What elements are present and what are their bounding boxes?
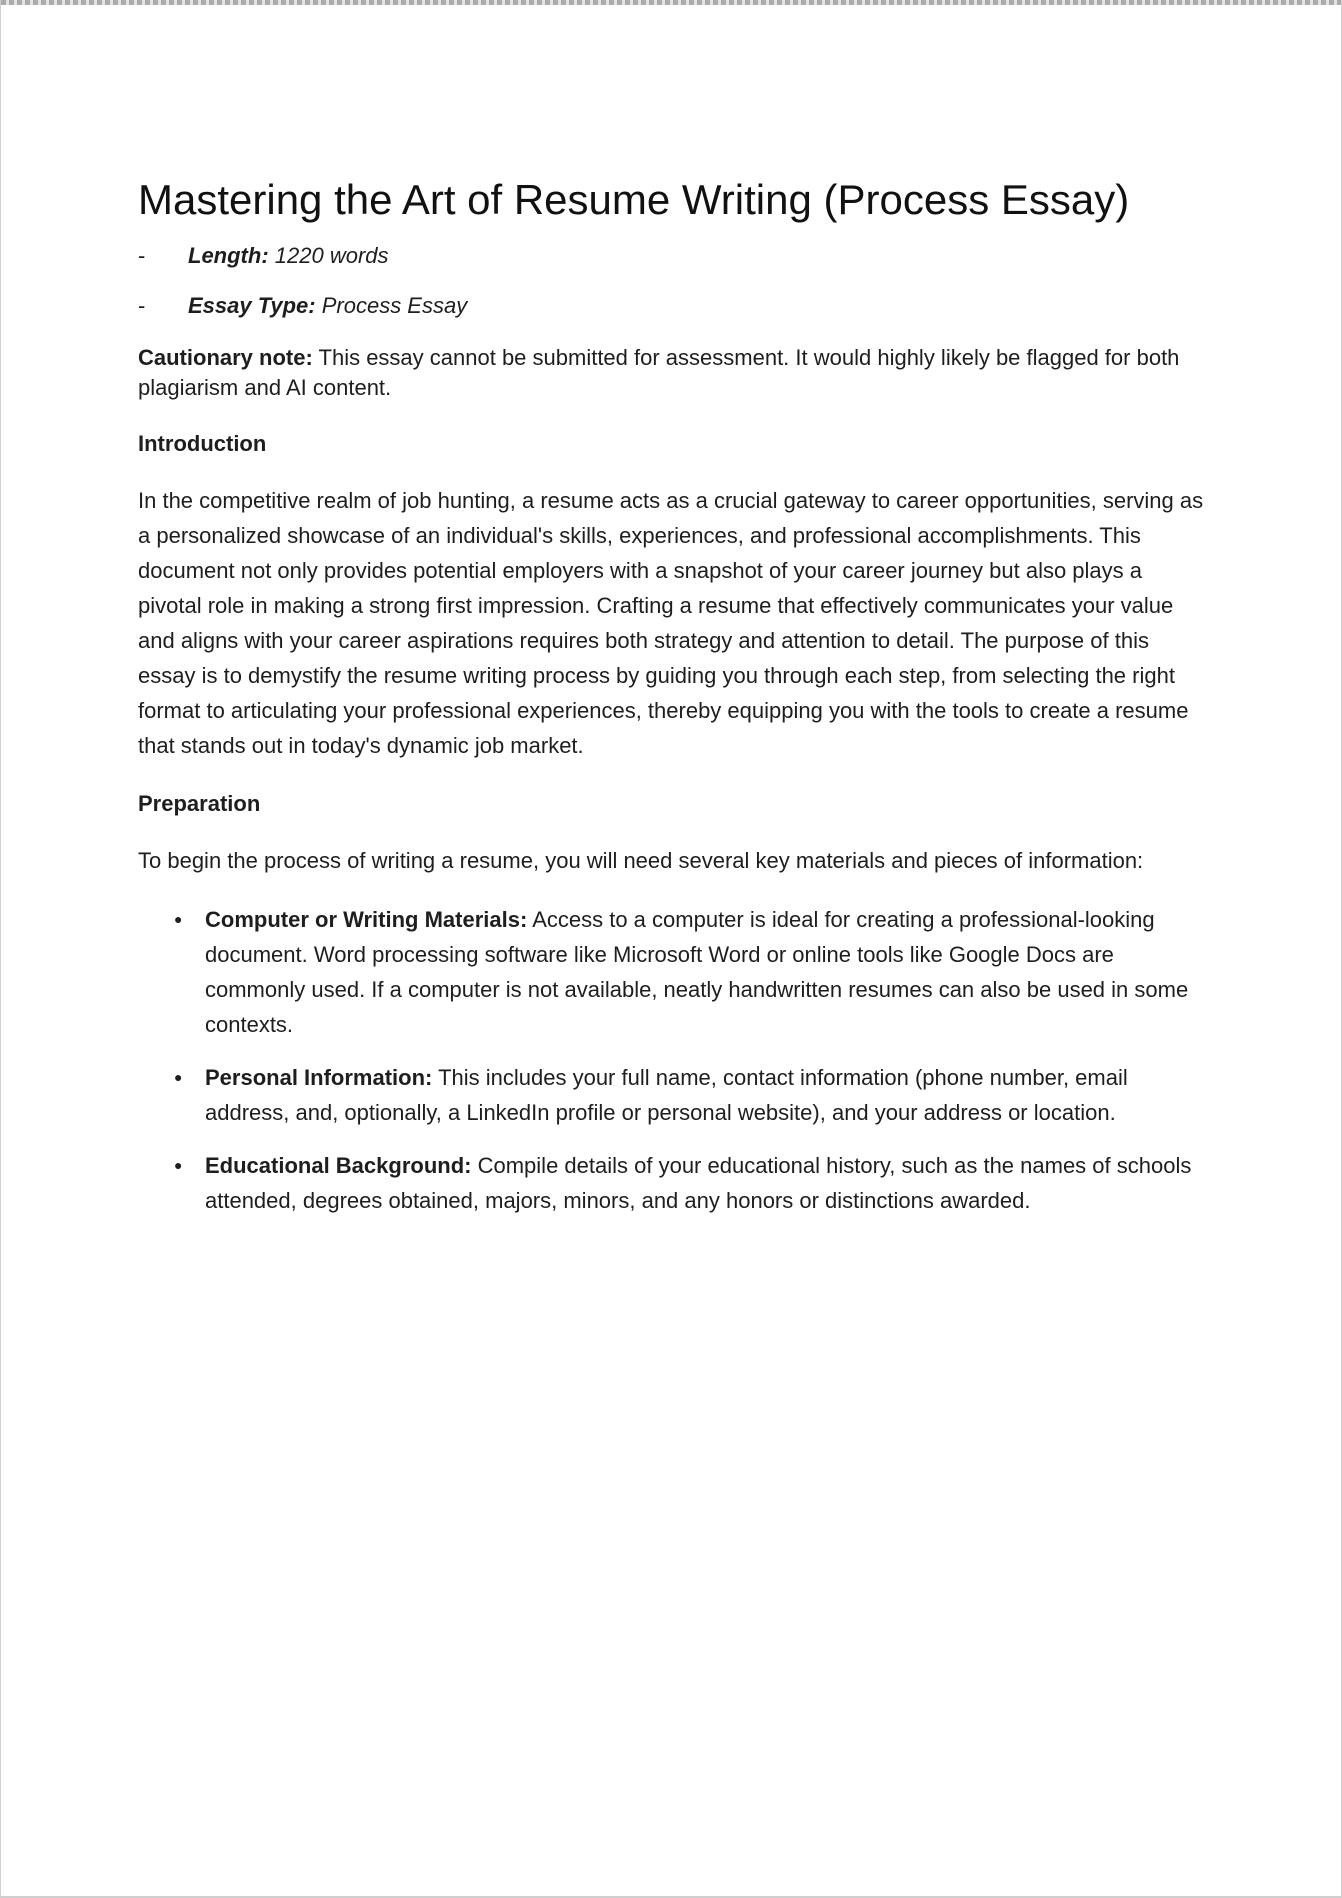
meta-value: 1220 words [274,243,389,268]
dash-marker: - [138,243,146,268]
meta-value: Process Essay [321,293,468,318]
document-title: Mastering the Art of Resume Writing (Process Essay) [138,176,1130,223]
cautionary-note-text: This essay cannot be submitted for assessment. It would highly likely be flagged for both plagiarism and AI content. [138,345,1180,400]
bullet-label: Personal Information: [205,1065,433,1090]
meta-label: Length: [188,243,269,268]
bullet-icon: ● [174,1157,183,1173]
dash-marker: - [138,293,146,318]
cautionary-note-label: Cautionary note: [138,345,313,370]
meta-label: Essay Type: [188,293,316,318]
section-heading-introduction: Introduction [138,431,267,456]
preparation-paragraph: To begin the process of writing a resume, you will need several key materials and pieces of information: [138,848,1144,873]
meta-item-essay-type [138,291,1209,321]
document-body [1,5,1341,1218]
section-heading-preparation: Preparation [138,791,261,816]
meta-text [188,241,389,271]
section-preparation [138,789,1209,1218]
bullet-label: Educational Background: [205,1153,472,1178]
cautionary-note [138,343,1209,403]
bullet-text [205,1148,1209,1218]
preparation-bullet-list [138,902,1209,1218]
bullet-text [205,902,1209,1042]
list-item [138,902,1209,1042]
introduction-paragraph: In the competitive realm of job hunting, a resume acts as a crucial gateway to career opportunities, serving as a personalized showcase of an individual's skills, experiences, and professional accomplishments. This document not only provides potential employers with a snapshot of your career journey but also plays a pivotal role in making a strong first impression. Crafting a resume that effectively communicates your value and aligns with your career aspirations requires both strategy and attention to detail. The purpose of this essay is to demystify the resume writing process by guiding you through each step, from selecting the right format to articulating your professional experiences, thereby equipping you with the tools to create a resume that stands out in today's dynamic job market. [138,488,1204,758]
bullet-body: This includes your full name, contact information (phone number, email address, and, optionally, a LinkedIn profile or personal website), and your address or location. [205,1065,1128,1125]
meta-text [188,291,467,321]
section-introduction [138,429,1209,763]
bullet-body: Access to a computer is ideal for creating a professional-looking document. Word processing software like Microsoft Word or online tools like Google Docs are commonly used. If a computer is not available, neatly handwritten resumes can also be used in some contexts. [205,907,1189,1037]
list-item [138,1148,1209,1218]
bullet-body: Compile details of your educational history, such as the names of schools attended, degrees obtained, majors, minors, and any honors or distinctions awarded. [205,1153,1192,1213]
meta-list [138,241,1209,321]
bullet-label: Computer or Writing Materials: [205,907,528,932]
bullet-icon: ● [174,1069,183,1085]
list-item [138,1060,1209,1130]
bullet-icon: ● [174,911,183,927]
meta-item-length [138,241,1209,271]
bullet-text [205,1060,1209,1130]
